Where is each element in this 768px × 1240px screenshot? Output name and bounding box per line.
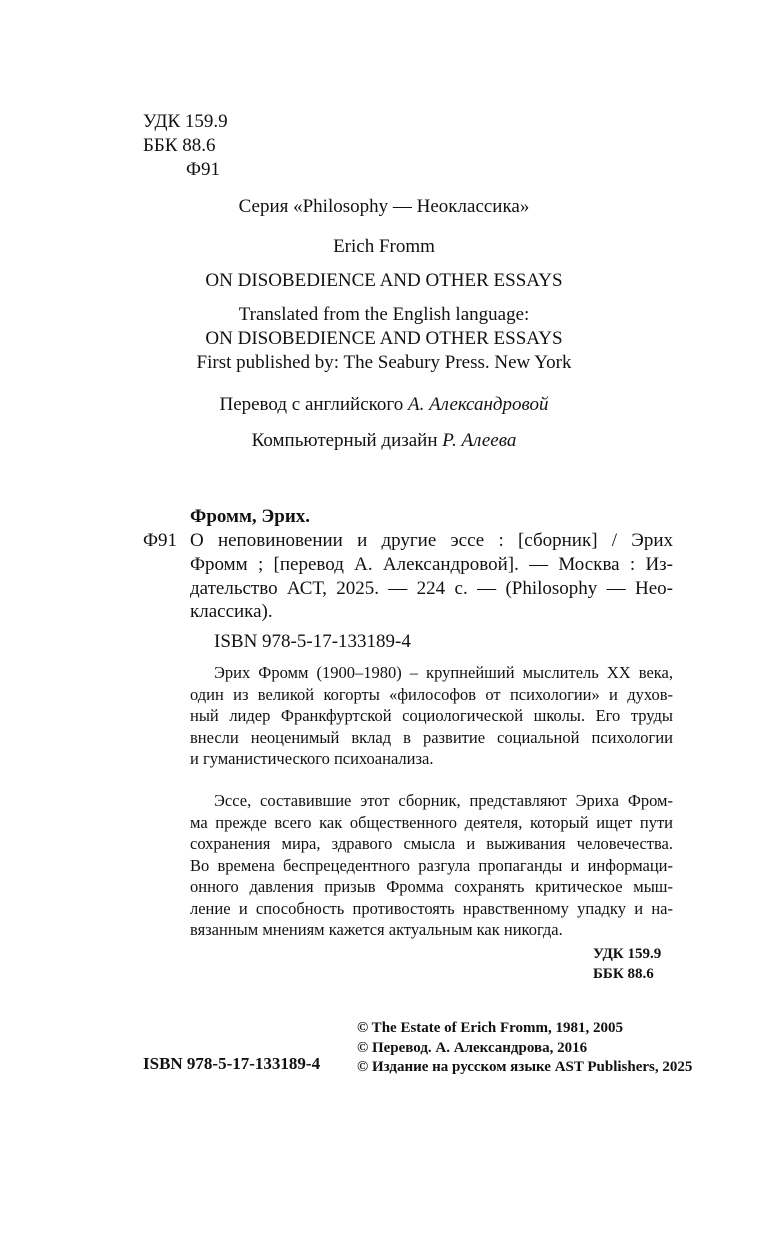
biblio-isbn: ISBN 978-5-17-133189-4 xyxy=(214,631,411,652)
annotation-2-line-1: Эссе, составившие этот сборник, представляют Эриха Фром- xyxy=(214,791,673,810)
footer-classification xyxy=(593,945,661,984)
original-line-1: Translated from the English language: xyxy=(238,304,530,325)
designer-name: Р. Алеева xyxy=(442,430,517,451)
classification-block xyxy=(143,110,228,182)
original-line-2: ON DISOBEDIENCE AND OTHER ESSAYS xyxy=(205,328,563,349)
biblio-heading: Фромм, Эрих. xyxy=(190,506,311,527)
designer-line xyxy=(0,430,768,452)
annotation-2-line-4: Во времена беспрецедентного разгула пропаганды и информаци- xyxy=(190,855,673,875)
copyright-3: © Издание на русском языке AST Publishers, 2025 xyxy=(357,1059,693,1075)
bbk-code: ББК 88.6 xyxy=(143,135,216,156)
biblio-line-4: классика). xyxy=(190,601,273,622)
designer-prefix: Компьютерный дизайн xyxy=(251,430,438,451)
annotation-2-line-2: ма прежде всего как общественного деятеля, который ищет пути xyxy=(190,812,673,832)
annotation-paragraph-1 xyxy=(190,662,673,770)
annotation-2-line-3: сохранения мира, здравого смысла и выживания человечества. xyxy=(190,834,673,853)
annotation-1-line-2: один из великой когорты «философов от психологии» и духов- xyxy=(190,684,673,704)
annotation-1-line-4: внесли неоценимый вклад в развитие социальной психологии xyxy=(190,727,673,747)
title-en: ON DISOBEDIENCE AND OTHER ESSAYS xyxy=(205,270,563,291)
udk-code: УДК 159.9 xyxy=(143,111,228,132)
footer-isbn: ISBN 978-5-17-133189-4 xyxy=(143,1054,321,1073)
original-edition xyxy=(0,303,768,375)
translator-line xyxy=(0,394,768,416)
annotation-2-line-7: вязанным мнениям кажется актуальным как никогда. xyxy=(190,920,563,939)
copyright-2: © Перевод. А. Александрова, 2016 xyxy=(357,1039,588,1056)
biblio-mark: Ф91 xyxy=(143,530,178,551)
annotation-2-line-6: ление и способность противостоять нравственному упадку и на- xyxy=(190,898,673,918)
annotation-1-line-5: и гуманистического психоанализа. xyxy=(190,749,434,768)
footer-bbk: ББК 88.6 xyxy=(593,965,654,982)
biblio-line-3: дательство АСТ, 2025. — 224 с. — (Philosophy — Нео- xyxy=(190,578,673,599)
annotation-1-line-1: Эрих Фромм (1900–1980) – крупнейший мыслитель XX века, xyxy=(214,663,673,682)
translator-name: А. Александровой xyxy=(407,394,549,415)
annotation-paragraph-2 xyxy=(190,790,673,941)
translator-prefix: Перевод с английского xyxy=(219,394,404,415)
biblio-line-1: О неповиновении и другие эссе : [сборник] / Эрих xyxy=(190,530,673,551)
footer-udk: УДК 159.9 xyxy=(593,946,662,962)
copyright-block xyxy=(357,1019,692,1078)
biblio-line-2: Фромм ; [перевод А. Александровой]. — Москва : Из- xyxy=(190,554,673,575)
author-mark: Ф91 xyxy=(186,159,221,180)
original-line-3: First published by: The Seabury Press. New York xyxy=(196,352,572,373)
series-line: Серия «Philosophy — Неоклассика» xyxy=(238,196,530,217)
annotation-2-line-5: онного давления призыв Фромма сохранять критическое мыш- xyxy=(190,877,673,896)
copyright-1: © The Estate of Erich Fromm, 1981, 2005 xyxy=(357,1020,624,1036)
annotation-1-line-3: ный лидер Франкфуртской социологической школы. Его труды xyxy=(190,706,673,725)
author-en: Erich Fromm xyxy=(333,236,435,257)
